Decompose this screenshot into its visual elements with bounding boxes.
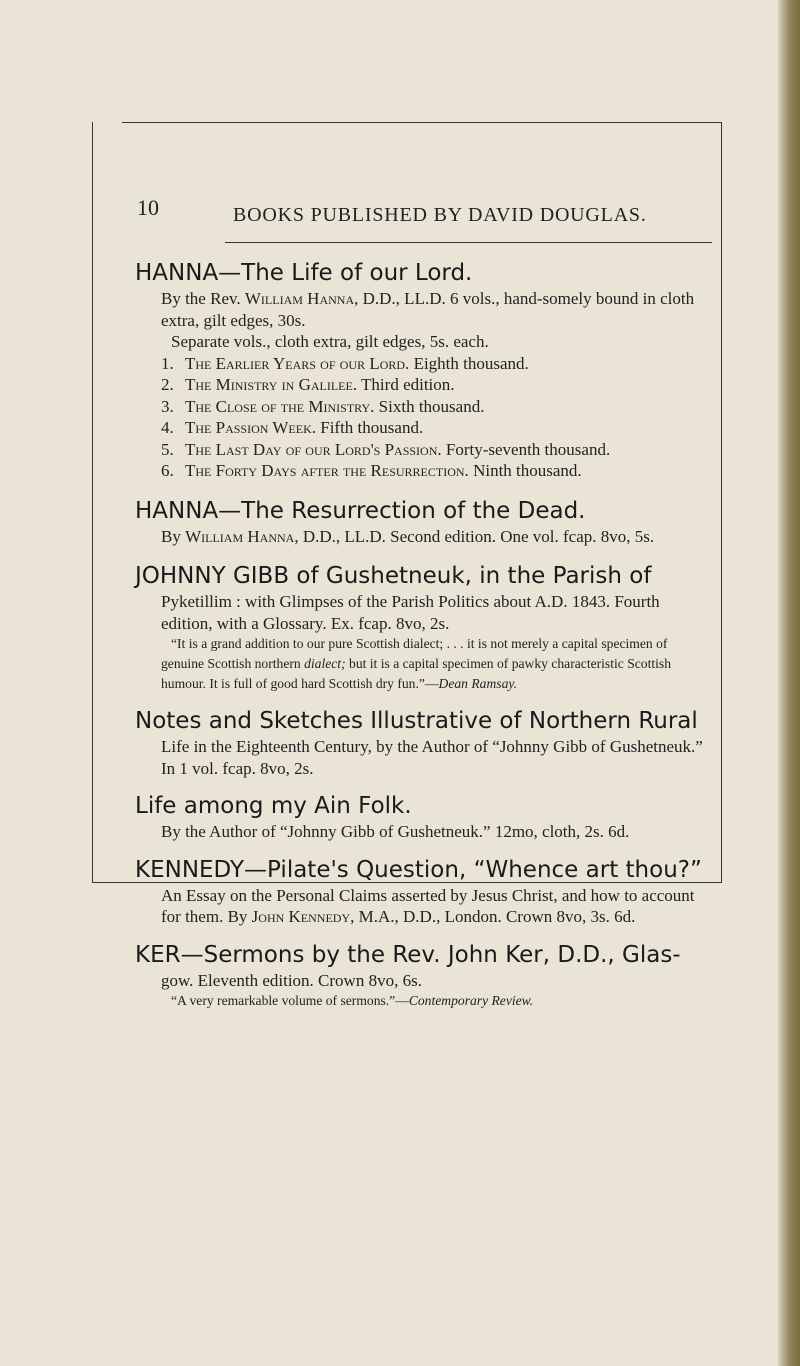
- review-quote: “It is a grand addition to our pure Scottish dialect; . . . it is not merely a capital specimen of genuine Scottish northern dialect; but it is a capital specimen of pawky characteristic Scottish humour. It is full of good hard Scottish dry fun.”—Dean Ramsay.: [161, 636, 672, 691]
- entry-description: Pyketillim : with Glimpses of the Parish Politics about A.D. 1843. Fourth edition, with a Glossary. Ex. fcap. 8vo, 2s.: [161, 592, 660, 633]
- list-item: 6. The Forty Days after the Resurrection. Ninth thousand.: [161, 461, 582, 480]
- list-item: 1. The Earlier Years of our Lord. Eighth thousand.: [161, 353, 529, 373]
- quote-source: Dean Ramsay.: [438, 676, 518, 691]
- entry-heading: HANNA—The Life of our Lord.: [135, 260, 473, 286]
- entry-note: Separate vols., cloth extra, gilt edges, 5s. each.: [171, 332, 489, 351]
- entry-description: By the Rev. William Hanna, D.D., LL.D. 6 vols., hand-somely bound in cloth extra, gilt edges, 30s.: [161, 289, 695, 330]
- catalogue-entry: [135, 496, 710, 548]
- catalogue-entry: [135, 855, 710, 928]
- catalogue-listing: [135, 258, 710, 1011]
- entry-description: By the Author of “Johnny Gibb of Gushetneuk.” 12mo, cloth, 2s. 6d.: [161, 822, 630, 841]
- entry-description: An Essay on the Personal Claims asserted by Jesus Christ, and how to account for them. By John Kennedy, M.A., D.D., London. Crown 8vo, 3s. 6d.: [161, 885, 695, 926]
- list-item: 2. The Ministry in Galilee. Third edition.: [161, 375, 455, 394]
- list-item: 3. The Close of the Ministry. Sixth thousand.: [161, 396, 485, 416]
- author-name: John Kennedy: [251, 907, 351, 926]
- header-rule: [225, 242, 712, 243]
- entry-heading: KENNEDY—Pilate's Question, “Whence art thou?”: [135, 856, 702, 883]
- catalogue-entry: [135, 561, 710, 694]
- catalogue-entry: [135, 706, 710, 779]
- entry-heading: KER—Sermons by the Rev. John Ker, D.D., Glas-: [135, 941, 681, 968]
- catalogue-entry: [135, 258, 710, 482]
- quote-source: Contemporary Review.: [408, 993, 534, 1008]
- review-quote: “A very remarkable volume of sermons.”—Contemporary Review.: [171, 993, 534, 1008]
- entry-description: Life in the Eighteenth Century, by the Author of “Johnny Gibb of Gushetneuk.” In 1 vol. fcap. 8vo, 2s.: [161, 737, 703, 778]
- book-spine-edge: [778, 0, 800, 1366]
- author-name: William Hanna: [185, 526, 295, 546]
- entry-description: gow. Eleventh edition. Crown 8vo, 6s.: [161, 970, 422, 990]
- volume-list: [135, 353, 710, 482]
- page-frame-top: [122, 122, 722, 123]
- list-item: 4. The Passion Week. Fifth thousand.: [161, 418, 424, 437]
- running-head: BOOKS PUBLISHED BY DAVID DOUGLAS.: [233, 204, 647, 226]
- catalogue-entry: [135, 940, 710, 1012]
- list-item: 5. The Last Day of our Lord's Passion. Forty-seventh thousand.: [161, 439, 611, 459]
- entry-heading: Life among my Ain Folk.: [135, 793, 412, 819]
- entry-heading: HANNA—The Resurrection of the Dead.: [135, 497, 586, 524]
- entry-heading: Notes and Sketches Illustrative of Northern Rural: [135, 708, 698, 734]
- entry-description: By William Hanna, D.D., LL.D. Second edition. One vol. fcap. 8vo, 5s.: [161, 526, 655, 546]
- catalogue-entry: [135, 791, 710, 843]
- author-name: William Hanna: [244, 289, 355, 308]
- entry-heading: JOHNNY GIBB of Gushetneuk, in the Parish of: [135, 563, 652, 589]
- page-number: 10: [137, 195, 159, 220]
